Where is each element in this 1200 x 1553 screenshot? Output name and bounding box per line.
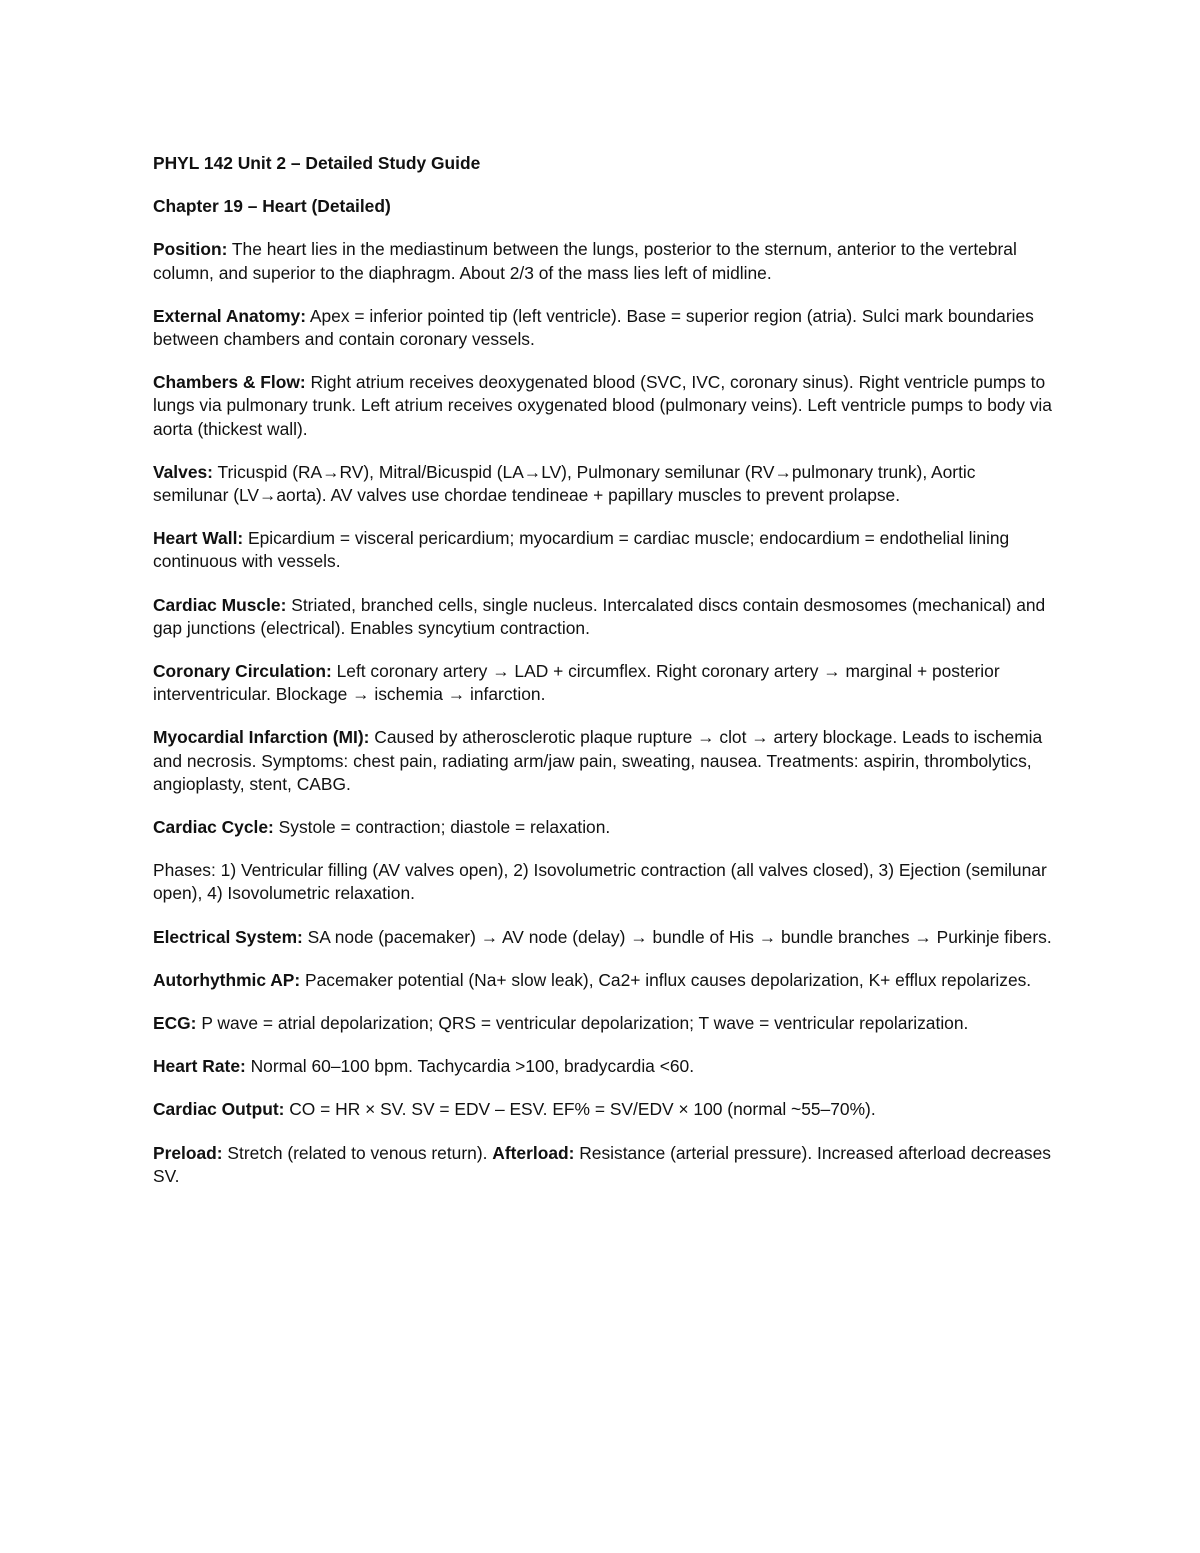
section-heart-wall <box>153 527 1053 573</box>
section-label: ECG: <box>153 1013 197 1034</box>
section-label: Cardiac Output: <box>153 1099 285 1120</box>
section-cardiac-muscle <box>153 594 1053 640</box>
section-text: Resistance (arterial pressure). Increased afterload decreases SV. <box>153 1142 1051 1186</box>
section-myocardial-infarction <box>153 726 1053 796</box>
section-text: Pacemaker potential (Na+ slow leak), Ca2+ influx causes depolarization, K+ efflux repolarizes. <box>300 969 1032 990</box>
section-label: Cardiac Muscle: <box>153 594 287 615</box>
document-title: PHYL 142 Unit 2 – Detailed Study Guide <box>153 153 481 173</box>
section-text: Phases: 1) Ventricular filling (AV valves open), 2) Isovolumetric contraction (all valves closed), 3) Ejection (semilunar open), 4) Isovolumetric relaxation. <box>153 860 1047 904</box>
section-ecg <box>153 1012 1053 1035</box>
section-label: Heart Wall: <box>153 528 244 549</box>
section-label: Electrical System: <box>153 926 303 947</box>
section-text: Stretch (related to venous return). <box>222 1142 493 1163</box>
section-cardiac-cycle <box>153 816 1053 839</box>
section-label: Afterload: <box>492 1142 575 1163</box>
section-text: Tricuspid (RA→RV), Mitral/Bicuspid (LA→LV), Pulmonary semilunar (RV→pulmonary trunk), Aortic semilunar (LV→aorta). AV valves use chordae tendineae + papillary muscles to prevent prolapse. <box>153 461 976 506</box>
section-label: Cardiac Cycle: <box>153 817 274 838</box>
section-text: Normal 60–100 bpm. Tachycardia >100, bradycardia <60. <box>245 1056 695 1077</box>
section-text: Systole = contraction; diastole = relaxation. <box>273 817 611 838</box>
section-text: Caused by atherosclerotic plaque rupture → clot → artery blockage. Leads to ischemia and necrosis. Symptoms: chest pain, radiating arm/jaw pain, sweating, nausea. Treatments: aspirin, thrombolytics, angioplasty, stent, CABG. <box>153 727 1043 794</box>
section-text: P wave = atrial depolarization; QRS = ventricular depolarization; T wave = ventricular repolarization. <box>196 1013 969 1034</box>
section-label: Heart Rate: <box>153 1056 246 1077</box>
section-coronary-circulation <box>153 660 1053 706</box>
section-text: Left coronary artery → LAD + circumflex. Right coronary artery → marginal + posterior interventricular. Blockage → ischemia → infarction. <box>153 661 1000 705</box>
section-external-anatomy <box>153 305 1053 351</box>
section-phases <box>153 859 1053 905</box>
section-chambers-flow <box>153 371 1053 441</box>
section-electrical-system <box>153 926 1053 949</box>
section-text: SA node (pacemaker) → AV node (delay) → bundle of His → bundle branches → Purkinje fibers. <box>302 926 1052 947</box>
section-position <box>153 238 1053 284</box>
section-heart-rate <box>153 1055 1053 1078</box>
section-cardiac-output <box>153 1098 1053 1121</box>
section-label: Autorhythmic AP: <box>153 969 301 990</box>
section-text: Right atrium receives deoxygenated blood (SVC, IVC, coronary sinus). Right ventricle pumps to lungs via pulmonary trunk. Left atrium receives oxygenated blood (pulmonary veins). Left ventricle pumps to body via aorta (thickest wall). <box>153 372 1052 439</box>
section-text: Epicardium = visceral pericardium; myocardium = cardiac muscle; endocardium = endothelial lining continuous with vessels. <box>153 528 1010 572</box>
section-text: CO = HR × SV. SV = EDV – ESV. EF% = SV/EDV × 100 (normal ~55–70%). <box>284 1099 876 1120</box>
section-preload-afterload <box>153 1142 1053 1188</box>
section-text: Striated, branched cells, single nucleus. Intercalated discs contain desmosomes (mechanical) and gap junctions (electrical). Enables syncytium contraction. <box>153 594 1046 638</box>
section-valves <box>153 461 1053 507</box>
section-text: Apex = inferior pointed tip (left ventricle). Base = superior region (atria). Sulci mark boundaries between chambers and contain coronary vessels. <box>153 305 1034 350</box>
section-label: External Anatomy: <box>153 305 307 326</box>
section-label: Myocardial Infarction (MI): <box>153 727 370 748</box>
section-label: Coronary Circulation: <box>153 661 332 682</box>
section-label: Position: <box>153 239 228 260</box>
section-autorhythmic-ap <box>153 969 1053 992</box>
section-text: The heart lies in the mediastinum between the lungs, posterior to the sternum, anterior to the vertebral column, and superior to the diaphragm. About 2/3 of the mass lies left of midline. <box>153 239 1017 283</box>
chapter-heading: Chapter 19 – Heart (Detailed) <box>153 196 391 217</box>
document-page <box>153 152 1053 1208</box>
section-label: Preload: <box>153 1142 223 1163</box>
section-label: Chambers & Flow: <box>153 372 306 393</box>
section-label: Valves: <box>153 461 213 482</box>
